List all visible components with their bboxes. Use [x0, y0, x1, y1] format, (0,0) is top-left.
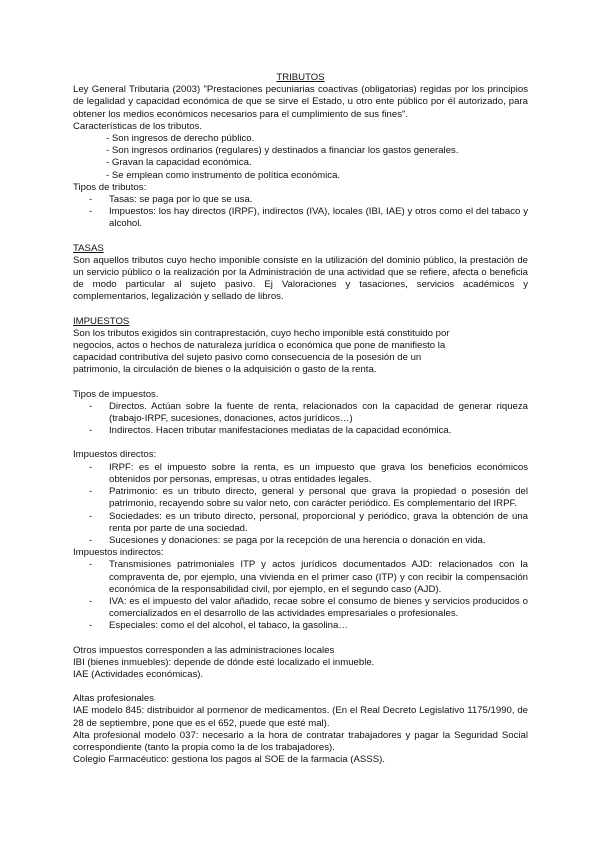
caracteristicas-heading: Características de los tributos. [73, 120, 203, 132]
tasas-paragraph: Son aquellos tributos cuyo hecho imponible consiste en la utilización del dominio público, la prestación de un servicio público o la realización por la Administración de una actividad que se refiere, afecta o beneficia de modo particular al sujeto pasivo. Ej Valoraciones y tasaciones, servicios académicos y complementarios, legalización y sellado de libros. [73, 254, 528, 303]
list-item: - Directos. Actúan sobre la fuente de renta, relacionados con la capacidad de generar riqueza (trabajo-IRPF, sucesiones, donaciones, actos jurídicos…) [73, 401, 528, 425]
list-item: - Sociedades: es un tributo directo, personal, proporcional y periódico, grava la obtención de una renta por parte de una sociedad. [73, 511, 528, 535]
impuestos-paragraph [73, 328, 528, 377]
paragraph-line: patrimonio, la circulación de bienes o la adquisición o gasto de la renta. [73, 364, 377, 376]
indirectos-list [73, 559, 528, 632]
tipos-impuestos-heading: Tipos de impuestos. [73, 388, 159, 400]
list-item: - Impuestos: los hay directos (IRPF), indirectos (IVA), locales (IBI, IAE) y otros como el del tabaco y alcohol. [73, 206, 528, 230]
altas-paragraph: Alta profesional modelo 037: necesario a la hora de contratar trabajadores y pagar la Seguridad Social correspondiente (tanto la propia como la de los trabajadores). [73, 729, 528, 753]
list-item: - Especiales: como el del alcohol, el tabaco, la gasolina… [73, 620, 528, 632]
iae-line: IAE (Actividades económicas). [73, 668, 204, 680]
altas-paragraph: Colegio Farmacéutico: gestiona los pagos al SOE de la farmacia (ASSS). [73, 754, 385, 766]
list-item: - Gravan la capacidad económica. [106, 157, 252, 169]
document-body [73, 72, 528, 766]
list-item: - Son ingresos ordinarios (regulares) y destinados a financiar los gastos generales. [106, 145, 459, 157]
list-item: - Tasas: se paga por lo que se usa. [73, 194, 528, 206]
caracteristicas-list [73, 133, 528, 182]
list-item: - IRPF: es el impuesto sobre la renta, es un impuesto que grava los beneficios económicos obtenidos por personas, empresas, u otras entidades legales. [73, 462, 528, 486]
list-item: - Patrimonio: es un tributo directo, general y personal que grava la propiedad o posesión del patrimonio, recayendo sobre su valor neto, con carácter periódico. Es complementario del IRPF. [73, 486, 528, 510]
list-item: - IVA: es el impuesto del valor añadido, recae sobre el consumo de bienes y servicios producidos o comercializados en el desarrollo de las actividades empresariales o profesionales. [73, 596, 528, 620]
tasas-heading: TASAS [73, 242, 104, 254]
list-item: - Transmisiones patrimoniales ITP y actos jurídicos documentados AJD: relacionados con la compraventa de, por ejemplo, una vivienda en el primer caso (ITP) y con recibir la compensación económica de la responsabilidad civil, por ejemplo, en el segundo caso (AJD). [73, 559, 528, 596]
ibi-line: IBI (bienes inmuebles): depende de dónde esté localizado el inmueble. [73, 656, 375, 668]
list-item: - Son ingresos de derecho público. [106, 133, 255, 145]
locales-heading: Otros impuestos corresponden a las administraciones locales [73, 644, 335, 656]
altas-paragraph: IAE modelo 845: distribuidor al pormenor de medicamentos. (En el Real Decreto Legislativo 1175/1990, de 28 de septiembre, pone que es el 652, puede que esté mal). [73, 705, 528, 729]
indirectos-heading: Impuestos indirectos: [73, 547, 164, 559]
list-item: - Indirectos. Hacen tributar manifestaciones mediatas de la capacidad económica. [73, 425, 528, 437]
tipos-tributos-list [73, 194, 528, 231]
altas-heading: Altas profesionales [73, 693, 155, 705]
directos-list [73, 462, 528, 547]
paragraph-line: Son los tributos exigidos sin contraprestación, cuyo hecho imponible está constituido por [73, 327, 450, 339]
paragraph-line: capacidad contributiva del sujeto pasivo como consecuencia de la posesión de un [73, 352, 422, 364]
tipos-tributos-heading: Tipos de tributos: [73, 181, 147, 193]
list-item: - Sucesiones y donaciones: se paga por la recepción de una herencia o donación en vida. [73, 535, 528, 547]
impuestos-heading: IMPUESTOS [73, 315, 130, 327]
intro-paragraph: Ley General Tributaria (2003) "Prestaciones pecuniarias coactivas (obligatorias) regidas por los principios de legalidad y capacidad económica de que se sirve el Estado, u otro ente público por él autorizado, para obtener los medios económicos necesarios para el cumplimiento de sus fines". [73, 84, 528, 120]
document-title: TRIBUTOS [276, 72, 325, 83]
paragraph-line: negocios, actos o hechos de naturaleza jurídica o económica que pone de manifiesto la [73, 340, 446, 352]
directos-heading: Impuestos directos: [73, 449, 157, 461]
list-item: - Se emplean como instrumento de política económica. [106, 169, 341, 181]
tipos-impuestos-list [73, 401, 528, 438]
